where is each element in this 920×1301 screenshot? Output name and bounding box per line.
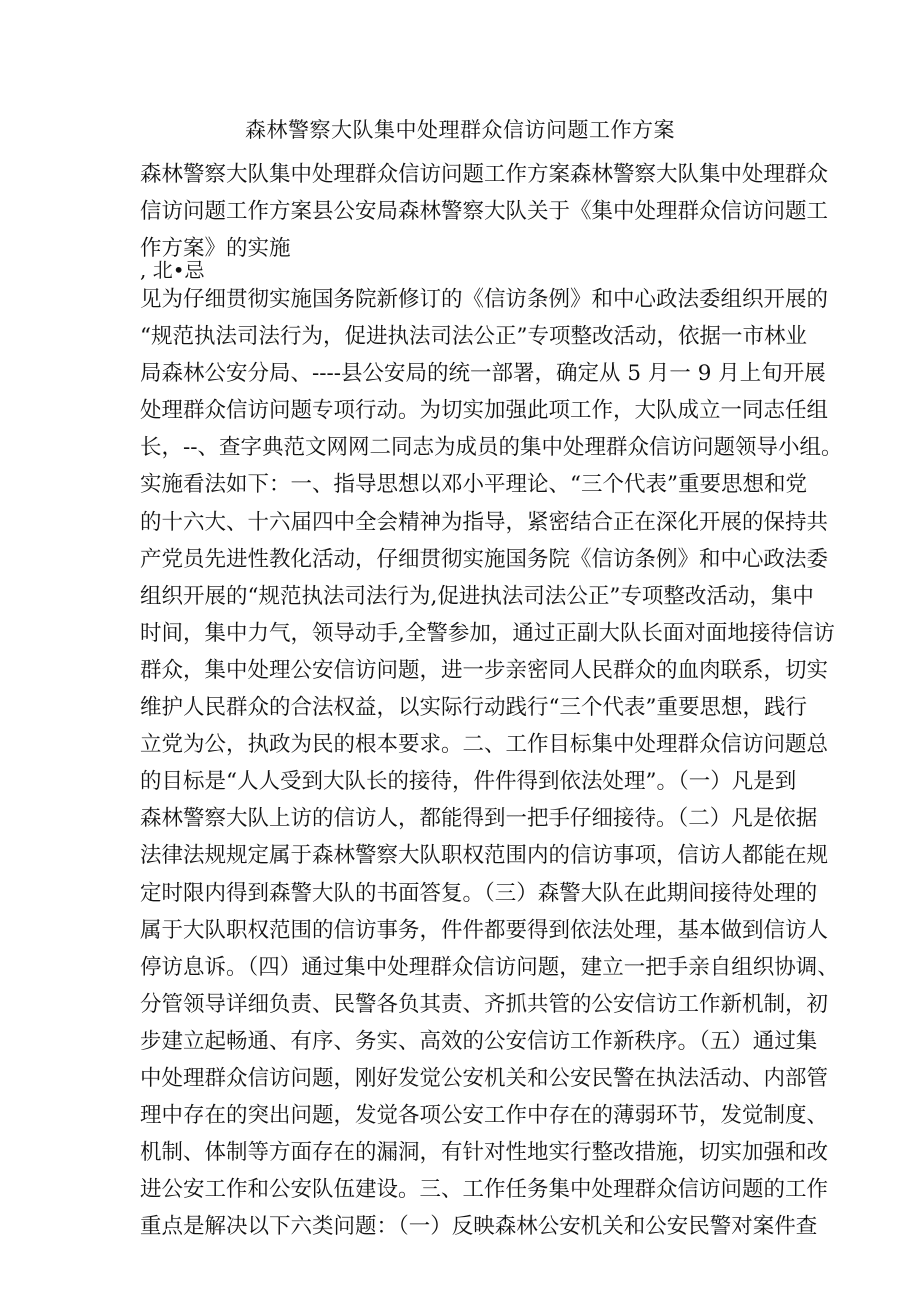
body-line: 群众，集中处理公安信访问题，进一步亲密同人民群众的血肉联系，切实 — [140, 657, 829, 683]
body-paragraph — [140, 281, 843, 1245]
garbled-mark: , 北•忌 — [140, 258, 205, 282]
body-line: 分管领导详细负责、民警各负其责、齐抓共管的公安信访工作新机制，初 — [140, 991, 829, 1017]
intro-line: 森林警察大队集中处理群众信访问题工作方案森林警察大队集中处理群众 — [140, 162, 829, 187]
body-line: 实施看法如下：一、指导思想以邓小平理论、“三个代表”重要思想和党 — [140, 472, 807, 498]
body-line: 产党员先进性教化活动，仔细贯彻实施国务院《信访条例》和中心政法委 — [140, 546, 829, 572]
intro-line: 信访问题工作方案县公安局森林警察大队关于《集中处理群众信访问题工 — [140, 199, 829, 224]
body-line: 处理群众信访问题专项行动。为切实加强此项工作，大队成立一同志任组 — [140, 398, 829, 424]
body-line: 的十六大、十六届四中全会精神为指导，紧密结合正在深化开展的保持共 — [140, 509, 829, 535]
body-line: 理中存在的突出问题，发觉各项公安工作中存在的薄弱环节，发觉制度、 — [140, 1103, 829, 1129]
body-line: 机制、体制等方面存在的漏洞，有针对性地实行整改措施，切实加强和改 — [140, 1140, 829, 1166]
document-title: 森林警察大队集中处理群众信访问题工作方案 — [245, 118, 675, 142]
body-line: 立党为公，执政为民的根本要求。二、工作目标集中处理群众信访问题总 — [140, 732, 829, 758]
body-line: 中处理群众信访问题，刚好发觉公安机关和公安民警在执法活动、内部管 — [140, 1065, 829, 1091]
body-line: 停访息诉。（四）通过集中处理群众信访问题，建立一把手亲自组织协调、 — [140, 954, 839, 980]
body-line: 的目标是“人人受到大队长的接待，件件得到依法处理”。（一）凡是到 — [140, 769, 797, 795]
body-line: 见为仔细贯彻实施国务院新修订的《信访条例》和中心政法委组织开展的 — [140, 287, 829, 312]
body-line: “规范执法司法行为，促进执法司法公正”专项整改活动，依据一市林业 — [140, 324, 807, 350]
body-line: 森林警察大队上访的信访人，都能得到一把手仔细接待。（二）凡是依据 — [140, 806, 818, 832]
intro-paragraph — [140, 156, 829, 267]
body-line: 长，--、查字典范文网网二同志为成员的集中处理群众信访问题领导小组。 — [140, 435, 843, 461]
body-line: 维护人民群众的合法权益，以实际行动践行“三个代表”重要思想，践行 — [140, 695, 807, 721]
body-line: 进公安工作和公安队伍建设。三、工作任务集中处理群众信访问题的工作 — [140, 1177, 829, 1203]
body-line: 时间，集中力气，领导动手,全警参加，通过正副大队长面对面地接待信访 — [140, 620, 835, 646]
intro-line: 作方案》的实施 — [140, 236, 291, 261]
body-line: 属于大队职权范围的信访事务，件件都要得到依法处理，基本做到信访人 — [140, 917, 829, 943]
body-line: 组织开展的“规范执法司法行为,促进执法司法公正”专项整改活动，集中 — [140, 583, 814, 609]
body-line: 局森林公安分局、----县公安局的统一部署，确定从 5 月一 9 月上旬开展 — [140, 361, 826, 387]
body-line: 定时限内得到森警大队的书面答复。（三）森警大队在此期间接待处理的 — [140, 880, 818, 906]
body-line: 法律法规规定属于森林警察大队职权范围内的信访事项，信访人都能在规 — [140, 843, 829, 869]
body-line: 重点是解决以下六类问题：（一）反映森林公安机关和公安民警对案件查 — [140, 1214, 818, 1240]
body-line: 步建立起畅通、有序、务实、高效的公安信访工作新秩序。（五）通过集 — [140, 1028, 818, 1054]
